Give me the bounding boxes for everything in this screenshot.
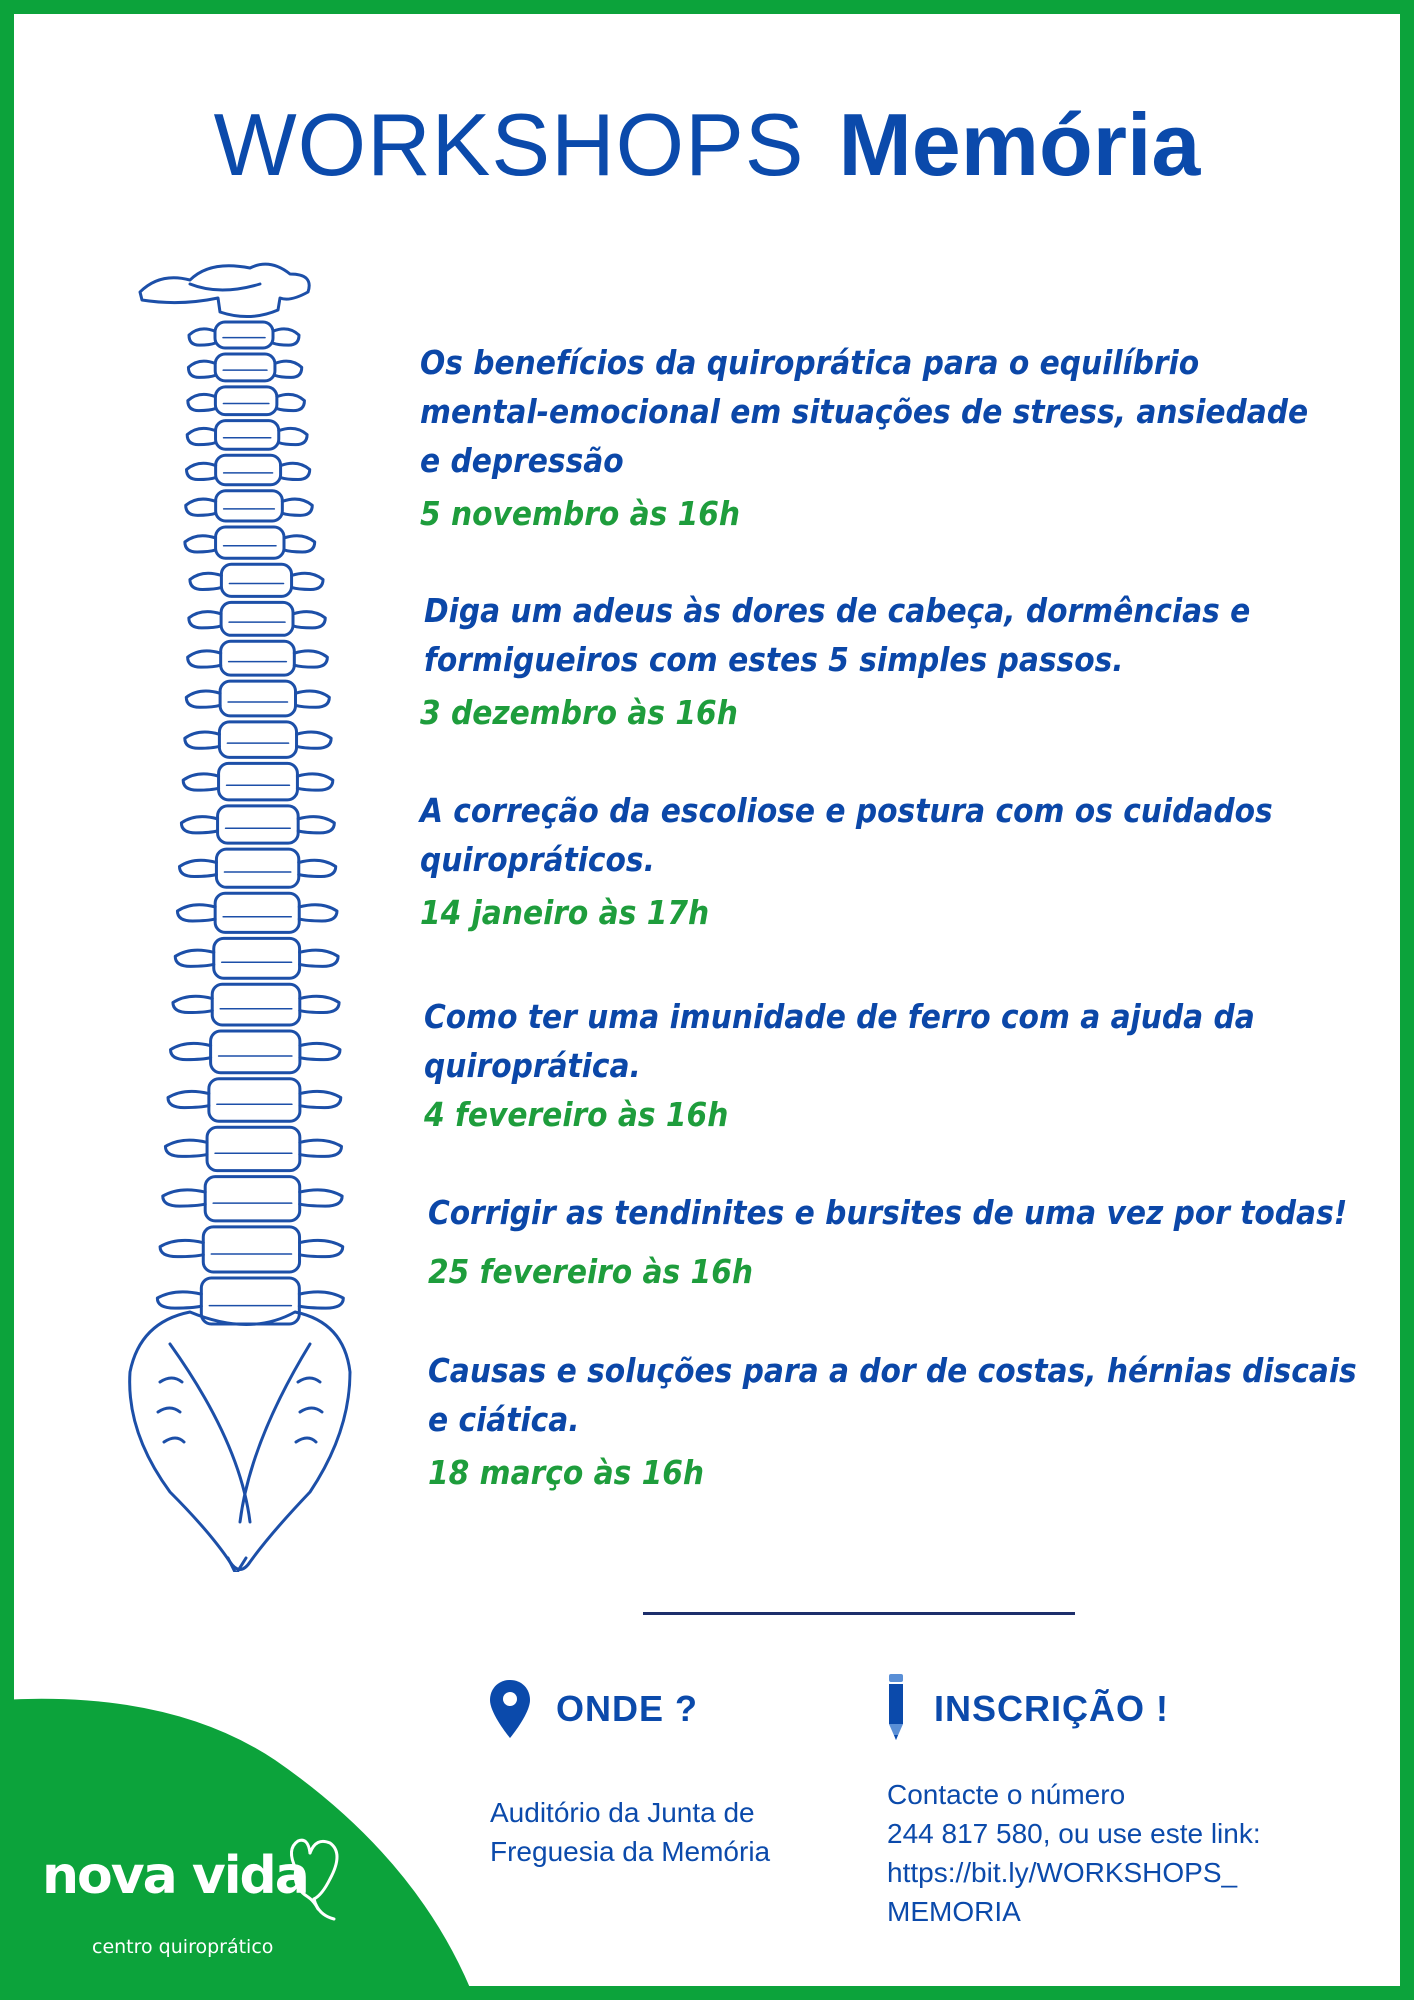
brand-subtitle: centro quiroprático (92, 1936, 274, 1958)
workshop-description: A correção da escoliose e postura com os cuidados quiropráticos. (420, 791, 1273, 879)
workshop-date: 3 dezembro às 16h (420, 693, 738, 732)
signup-link[interactable]: https://bit.ly/WORKSHOPS_ (887, 1857, 1238, 1888)
workshop-date: 4 fevereiro às 16h (424, 1095, 729, 1134)
workshop-date: 5 novembro às 16h (420, 494, 741, 533)
where-address: Auditório da Junta de Freguesia da Memória (490, 1797, 771, 1867)
signup-link-continued[interactable]: MEMORIA (887, 1896, 1021, 1927)
workshop-description: Causas e soluções para a dor de costas, hérnias discais e ciática. (428, 1351, 1357, 1439)
location-pin-icon (488, 1678, 532, 1740)
where-heading: ONDE ? (556, 1688, 699, 1729)
workshop-date: 18 março às 16h (428, 1453, 705, 1492)
workshop-description: Corrigir as tendinites e bursites de uma vez por todas! (428, 1193, 1348, 1232)
workshop-description: Diga um adeus às dores de cabeça, dormências e formigueiros com estes 5 simples passos. (424, 591, 1251, 679)
pencil-icon (886, 1672, 906, 1742)
workshop-description: Como ter uma imunidade de ferro com a ajuda da quiroprática. (424, 997, 1255, 1085)
workshop-date: 14 janeiro às 17h (420, 893, 710, 932)
title-workshops: WORKSHOPS (213, 95, 805, 194)
workshop-description: Os benefícios da quiroprática para o equilíbrio mental-emocional em situações de stress, ansiedade e depressão (420, 343, 1309, 480)
workshop-date: 25 fevereiro às 16h (428, 1252, 754, 1291)
title-memoria: Memória (838, 95, 1201, 194)
signup-contact: Contacte o número 244 817 580, ou use este link: https://bit.ly/WORKSHOPS_ MEMORIA (887, 1775, 1261, 1931)
brand-name: nova vida (42, 1846, 308, 1906)
signup-heading: INSCRIÇÃO ! (934, 1688, 1169, 1729)
